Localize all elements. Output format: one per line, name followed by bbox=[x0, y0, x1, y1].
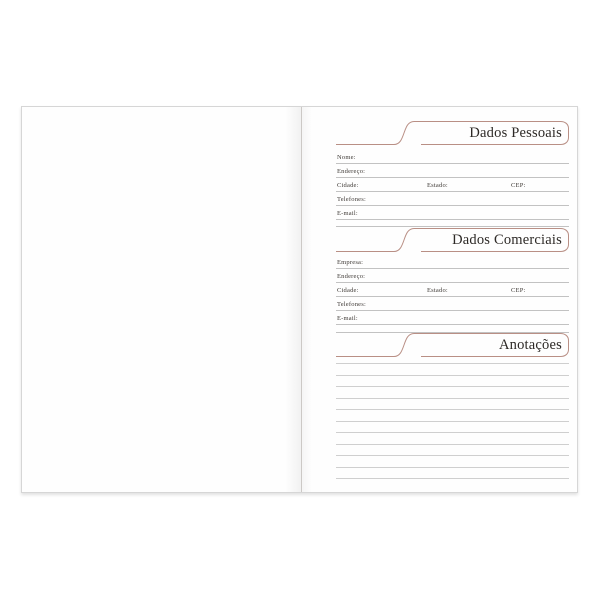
field-row-endereco bbox=[336, 167, 569, 178]
field-label-estado: Estado: bbox=[427, 287, 448, 294]
note-line bbox=[336, 386, 569, 387]
note-line bbox=[336, 444, 569, 445]
section-header-dados-pessoais bbox=[336, 121, 569, 145]
field-label-empresa: Empresa: bbox=[337, 259, 364, 266]
field-label-endereco: Endereço: bbox=[337, 168, 366, 175]
note-line bbox=[336, 432, 569, 433]
note-line bbox=[336, 478, 569, 479]
field-label-endereco: Endereço: bbox=[337, 273, 366, 280]
field-row-email bbox=[336, 314, 569, 325]
field-label-email: E-mail: bbox=[337, 315, 358, 322]
note-line bbox=[336, 409, 569, 410]
form-content bbox=[336, 107, 569, 492]
field-label-telefones: Telefones: bbox=[337, 301, 366, 308]
field-label-cidade: Cidade: bbox=[337, 182, 359, 189]
field-label-telefones: Telefones: bbox=[337, 196, 366, 203]
field-label-email: E-mail: bbox=[337, 210, 358, 217]
field-row-nome bbox=[336, 153, 569, 164]
section-header-dados-comerciais bbox=[336, 228, 569, 252]
open-notebook-spread bbox=[21, 106, 578, 493]
note-line bbox=[336, 421, 569, 422]
field-row-email bbox=[336, 209, 569, 220]
field-row-cidade-estado-cep bbox=[336, 181, 569, 192]
field-row-telefones bbox=[336, 195, 569, 206]
section-header-anotacoes bbox=[336, 333, 569, 357]
note-line bbox=[336, 455, 569, 456]
right-form-page bbox=[302, 107, 577, 492]
blank-ruled-line bbox=[336, 226, 569, 227]
field-row-empresa bbox=[336, 258, 569, 269]
field-label-nome: Nome: bbox=[337, 154, 356, 161]
field-row-endereco bbox=[336, 272, 569, 283]
note-line bbox=[336, 467, 569, 468]
note-line bbox=[336, 363, 569, 364]
field-label-cep: CEP: bbox=[511, 182, 526, 189]
field-label-estado: Estado: bbox=[427, 182, 448, 189]
section-title: Dados Pessoais bbox=[469, 125, 562, 141]
field-row-telefones bbox=[336, 300, 569, 311]
field-label-cidade: Cidade: bbox=[337, 287, 359, 294]
section-title: Anotações bbox=[498, 337, 562, 353]
field-row-cidade-estado-cep bbox=[336, 286, 569, 297]
note-line bbox=[336, 398, 569, 399]
field-label-cep: CEP: bbox=[511, 287, 526, 294]
note-line bbox=[336, 375, 569, 376]
left-blank-page bbox=[22, 107, 301, 492]
section-title: Dados Comerciais bbox=[452, 232, 562, 248]
